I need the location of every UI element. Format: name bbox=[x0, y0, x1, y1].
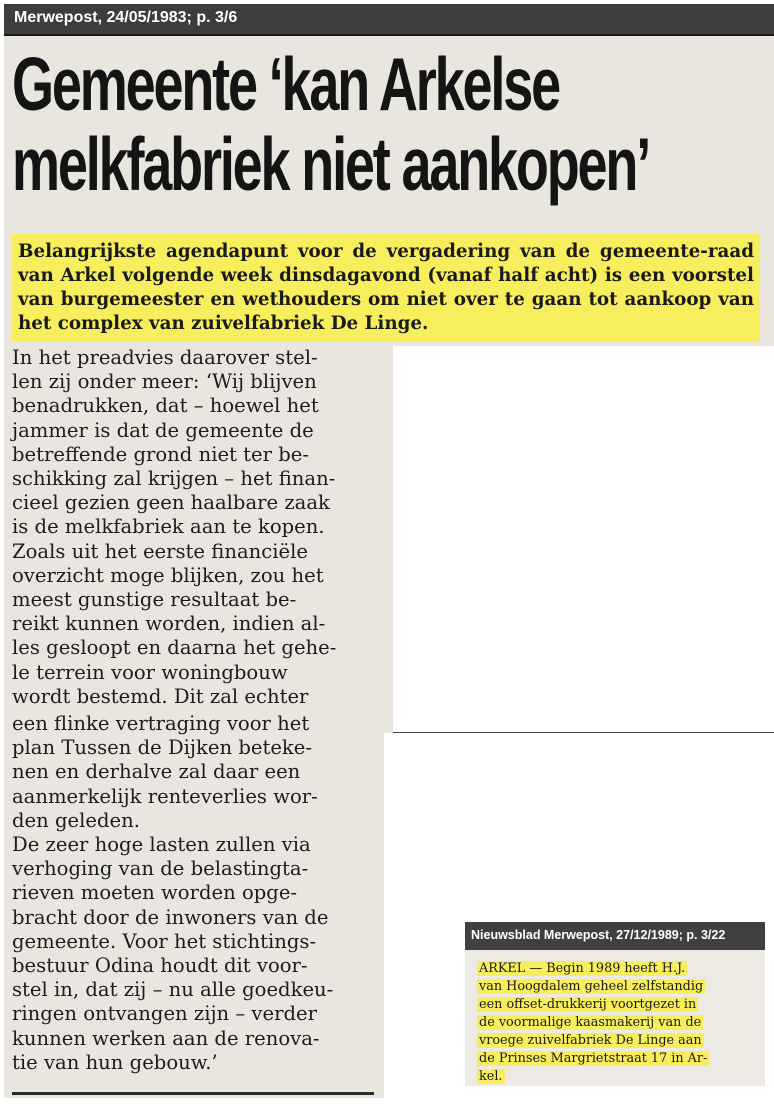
text-line bbox=[12, 346, 374, 370]
text-line-content: le terrein voor woningbouw bbox=[12, 660, 288, 684]
text-line bbox=[12, 394, 374, 418]
text-line bbox=[12, 540, 374, 564]
text-line-content: stel in, dat zij – nu alle goedkeu- bbox=[12, 978, 334, 1002]
text-line bbox=[12, 978, 374, 1002]
text-line-content: len zij onder meer: ‘Wij blijven bbox=[12, 370, 317, 394]
text-line-content: den geleden. bbox=[12, 808, 140, 832]
text-line bbox=[12, 685, 374, 709]
text-line-content: plan Tussen de Dijken beteke- bbox=[12, 736, 313, 760]
headline bbox=[12, 42, 650, 206]
body-column-bottom bbox=[12, 712, 374, 1075]
text-line bbox=[12, 564, 374, 588]
text-line bbox=[12, 930, 374, 954]
blank-area-right bbox=[393, 346, 774, 734]
text-line-content: is de melkfabriek aan te kopen. bbox=[12, 515, 325, 539]
text-line-content: bestuur Odina houdt dit voor- bbox=[12, 954, 308, 978]
text-line bbox=[477, 1050, 735, 1068]
text-line-content: gemeente. Voor het stichtings- bbox=[12, 929, 317, 953]
text-line bbox=[12, 833, 374, 857]
text-line-content: wordt bestemd. Dit zal echter bbox=[12, 684, 309, 708]
text-line bbox=[12, 760, 374, 784]
text-line-content: kunnen werken aan de renova- bbox=[12, 1026, 320, 1050]
text-line bbox=[12, 1051, 374, 1075]
text-line-content: van Hoogdalem geheel zelfstandig bbox=[479, 979, 704, 994]
text-line-content: nen en derhalve zal daar een bbox=[12, 760, 301, 784]
text-line bbox=[12, 467, 374, 491]
text-line-content: een flinke vertraging voor het bbox=[12, 712, 310, 735]
text-line bbox=[12, 661, 374, 685]
text-line bbox=[12, 612, 374, 636]
text-line bbox=[477, 1032, 735, 1050]
text-line-content: In het preadvies daarover stel- bbox=[12, 346, 318, 369]
text-line-content: de Prinses Margrietstraat 17 in Ar- bbox=[479, 1051, 708, 1066]
text-line-content: benadrukken, dat – hoewel het bbox=[12, 394, 319, 418]
clipping-1989-source-bar bbox=[465, 922, 765, 950]
text-line bbox=[12, 588, 374, 612]
text-line bbox=[477, 1014, 735, 1032]
body-column-top bbox=[12, 346, 374, 709]
text-line bbox=[12, 712, 374, 736]
text-line-content: aanmerkelijk renteverlies wor- bbox=[12, 784, 318, 808]
text-line-content: jammer is dat de gemeente de bbox=[12, 418, 314, 442]
text-line bbox=[12, 443, 374, 467]
intro-paragraph: Belangrijkste agendapunt voor de vergadering van de gemeente-raad van Arkel volgende week dinsdagavond (vanaf half acht) is een voorstel van burgemeester en wethouders om niet over te gaan tot aankoop van het complex van zuivelfabriek De Linge. bbox=[12, 234, 760, 342]
text-line-content: kel. bbox=[479, 1069, 503, 1084]
text-line bbox=[477, 978, 735, 996]
text-line bbox=[12, 491, 374, 515]
text-line bbox=[12, 954, 374, 978]
text-line-content: tie van hun gebouw.’ bbox=[12, 1050, 218, 1074]
clipping-1989-source: Nieuwsblad Merwepost, 27/12/1989; p. 3/22 bbox=[471, 928, 726, 942]
text-line bbox=[12, 857, 374, 881]
text-line bbox=[12, 906, 374, 930]
text-line bbox=[12, 1002, 374, 1026]
clipping-1989-body bbox=[477, 960, 735, 1086]
text-line-content: Zoals uit het eerste financiële bbox=[12, 539, 308, 563]
text-line-content: De zeer hoge lasten zullen via bbox=[12, 833, 311, 857]
text-line bbox=[12, 881, 374, 905]
text-line-content: ringen ontvangen zijn – verder bbox=[12, 1002, 317, 1026]
text-line-content: een offset-drukkerij voortgezet in bbox=[479, 997, 697, 1012]
text-line bbox=[12, 1027, 374, 1051]
text-line-content: schikking zal krijgen – het finan- bbox=[12, 467, 336, 491]
text-line bbox=[12, 636, 374, 660]
text-line-content: ARKEL — Begin 1989 heeft H.J. bbox=[479, 961, 686, 976]
text-line-content: les gesloopt en daarna het gehe- bbox=[12, 636, 337, 660]
text-line-content: meest gunstige resultaat be- bbox=[12, 588, 297, 612]
headline-line-2: melkfabriek niet aankopen’ bbox=[12, 122, 650, 206]
text-line bbox=[12, 809, 374, 833]
text-line-content: reikt kunnen worden, indien al- bbox=[12, 612, 326, 636]
text-line-content: overzicht moge blijken, zou het bbox=[12, 563, 324, 587]
text-line-content: verhoging van de belastingta- bbox=[12, 857, 309, 881]
text-line bbox=[477, 960, 735, 978]
bottom-rule bbox=[12, 1092, 374, 1095]
text-line bbox=[12, 785, 374, 809]
text-line-content: bracht door de inwoners van de bbox=[12, 905, 329, 929]
text-line-content: vroege zuivelfabriek De Linge aan bbox=[479, 1033, 702, 1048]
text-line bbox=[477, 996, 735, 1014]
text-line-content: betreffende grond niet ter be- bbox=[12, 442, 309, 466]
text-line bbox=[12, 370, 374, 394]
text-line bbox=[12, 736, 374, 760]
text-line bbox=[12, 419, 374, 443]
text-line-content: cieel gezien geen haalbare zaak bbox=[12, 491, 330, 515]
text-line bbox=[12, 515, 374, 539]
text-line bbox=[477, 1068, 735, 1086]
text-line-content: rieven moeten worden opge- bbox=[12, 881, 298, 905]
text-line-content: de voormalige kaasmakerij van de bbox=[479, 1015, 702, 1030]
headline-line-1: Gemeente ‘kan Arkelse bbox=[12, 42, 559, 126]
clipping-source-bar bbox=[4, 4, 774, 36]
clipping-source: Merwepost, 24/05/1983; p. 3/6 bbox=[14, 9, 238, 26]
